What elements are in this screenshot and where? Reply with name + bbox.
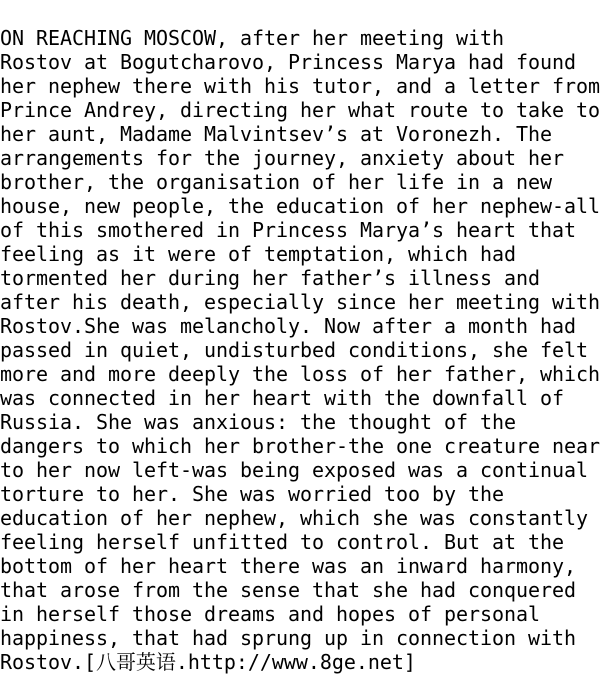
text-line: ON REACHING MOSCOW, after her meeting with (0, 26, 505, 50)
text-line: tormented her during her father’s illness and (0, 266, 541, 290)
text-line: education of her nephew, which she was constantly (0, 506, 589, 530)
text-line: in herself those dreams and hopes of personal (0, 602, 541, 626)
text-line: arrangements for the journey, anxiety about her (0, 146, 565, 170)
text-line: Rostov.She was melancholy. Now after a month had (0, 314, 577, 338)
text-line: was connected in her heart with the downfall of (0, 386, 565, 410)
text-line: house, new people, the education of her nephew-all (0, 194, 600, 218)
text-line: passed in quiet, undisturbed conditions, she felt (0, 338, 589, 362)
text-line: Prince Andrey, directing her what route to take to (0, 98, 600, 122)
text-line: bottom of her heart there was an inward harmony, (0, 554, 577, 578)
text-line: her aunt, Madame Malvintsev’s at Voronezh. The (0, 122, 553, 146)
text-line: Russia. She was anxious: the thought of the (0, 410, 517, 434)
text-line: of this smothered in Princess Marya’s heart that (0, 218, 577, 242)
text-line: that arose from the sense that she had conquered (0, 578, 577, 602)
source-line: Rostov.[八哥英语.http://www.8ge.net] (0, 650, 416, 674)
text-line: dangers to which her brother-the one creature near (0, 434, 600, 458)
text-line: more and more deeply the loss of her father, which (0, 362, 600, 386)
text-line: to her now left-was being exposed was a continual (0, 458, 589, 482)
text-line: feeling as it were of temptation, which had (0, 242, 517, 266)
text-line: Rostov at Bogutcharovo, Princess Marya had found (0, 50, 577, 74)
text-line: happiness, that had sprung up in connection with (0, 626, 577, 650)
text-line: after his death, especially since her meeting with (0, 290, 600, 314)
document-body (0, 26, 600, 674)
text-line: brother, the organisation of her life in a new (0, 170, 553, 194)
text-line: feeling herself unfitted to control. But at the (0, 530, 565, 554)
text-line: torture to her. She was worried too by the (0, 482, 505, 506)
text-line: her nephew there with his tutor, and a letter from (0, 74, 600, 98)
